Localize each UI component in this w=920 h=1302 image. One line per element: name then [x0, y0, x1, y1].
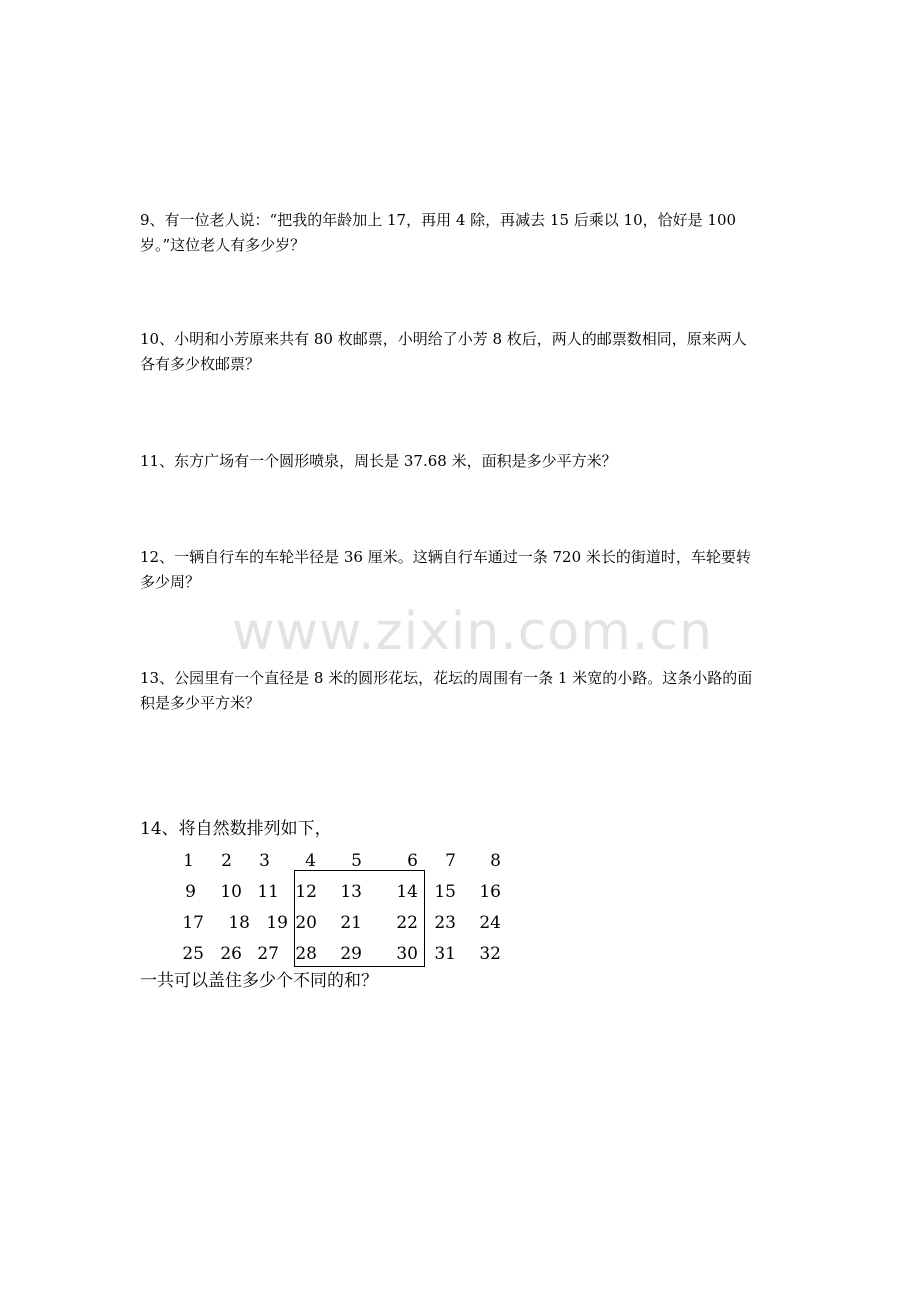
- grid-number: 17: [182, 913, 204, 933]
- question-12-line-2: 多少周？: [140, 573, 201, 591]
- grid-number: 13: [340, 882, 362, 902]
- grid-number: 16: [479, 882, 501, 902]
- grid-number: 15: [434, 882, 456, 902]
- grid-number: 19: [266, 913, 288, 933]
- question-12: [140, 545, 790, 595]
- question-10-line-1: 10、小明和小芳原来共有 80 枚邮票，小明给了小芳 8 枚后，两人的邮票数相同，原来两人: [140, 330, 747, 348]
- grid-number: 2: [221, 851, 232, 871]
- grid-number: 11: [257, 882, 279, 902]
- question-12-line-1: 12、一辆自行车的车轮半径是 36 厘米。这辆自行车通过一条 720 米长的街道时，车轮要转: [140, 548, 751, 566]
- grid-number: 18: [228, 913, 250, 933]
- question-11: [140, 449, 790, 474]
- question-9-line-1: 9、有一位老人说：“把我的年龄加上 17，再用 4 除，再减去 15 后乘以 10，恰好是 100: [140, 211, 737, 229]
- grid-number: 5: [351, 851, 362, 871]
- question-14-outro: 一共可以盖住多少个不同的和？: [140, 971, 378, 991]
- grid-number: 26: [220, 944, 242, 964]
- grid-number: 27: [257, 944, 279, 964]
- grid-number: 29: [340, 944, 362, 964]
- grid-number: 32: [479, 944, 501, 964]
- question-9: [140, 208, 790, 258]
- grid-number: 25: [182, 944, 204, 964]
- question-13-line-2: 积是多少平方米？: [140, 694, 261, 712]
- grid-number: 12: [295, 882, 317, 902]
- grid-number: 4: [305, 851, 316, 871]
- grid-number: 28: [295, 944, 317, 964]
- question-14-title: 14、将自然数排列如下，: [140, 819, 332, 839]
- grid-number: 7: [445, 851, 456, 871]
- grid-number: 1: [183, 851, 194, 871]
- grid-number: 3: [259, 851, 270, 871]
- question-10: [140, 327, 790, 377]
- grid-number: 22: [396, 913, 418, 933]
- question-13: [140, 666, 790, 716]
- grid-number: 6: [407, 851, 418, 871]
- grid-number: 30: [396, 944, 418, 964]
- question-10-line-2: 各有多少枚邮票？: [140, 355, 261, 373]
- grid-number: 20: [295, 913, 317, 933]
- grid-number: 10: [220, 882, 242, 902]
- question-13-line-1: 13、公园里有一个直径是 8 米的圆形花坛，花坛的周围有一条 1 米宽的小路。这条小路的面: [140, 669, 753, 687]
- grid-number: 23: [434, 913, 456, 933]
- grid-number: 24: [479, 913, 501, 933]
- grid-number: 21: [340, 913, 362, 933]
- grid-number: 14: [396, 882, 418, 902]
- watermark: www.zixin.com.cn: [232, 602, 713, 662]
- question-11-line-1: 11、东方广场有一个圆形喷泉，周长是 37.68 米，面积是多少平方米？: [140, 452, 617, 470]
- grid-number: 9: [185, 882, 196, 902]
- selection-box: [294, 870, 425, 967]
- grid-number: 31: [434, 944, 456, 964]
- question-9-line-2: 岁。”这位老人有多少岁？: [140, 236, 306, 254]
- grid-number: 8: [490, 851, 501, 871]
